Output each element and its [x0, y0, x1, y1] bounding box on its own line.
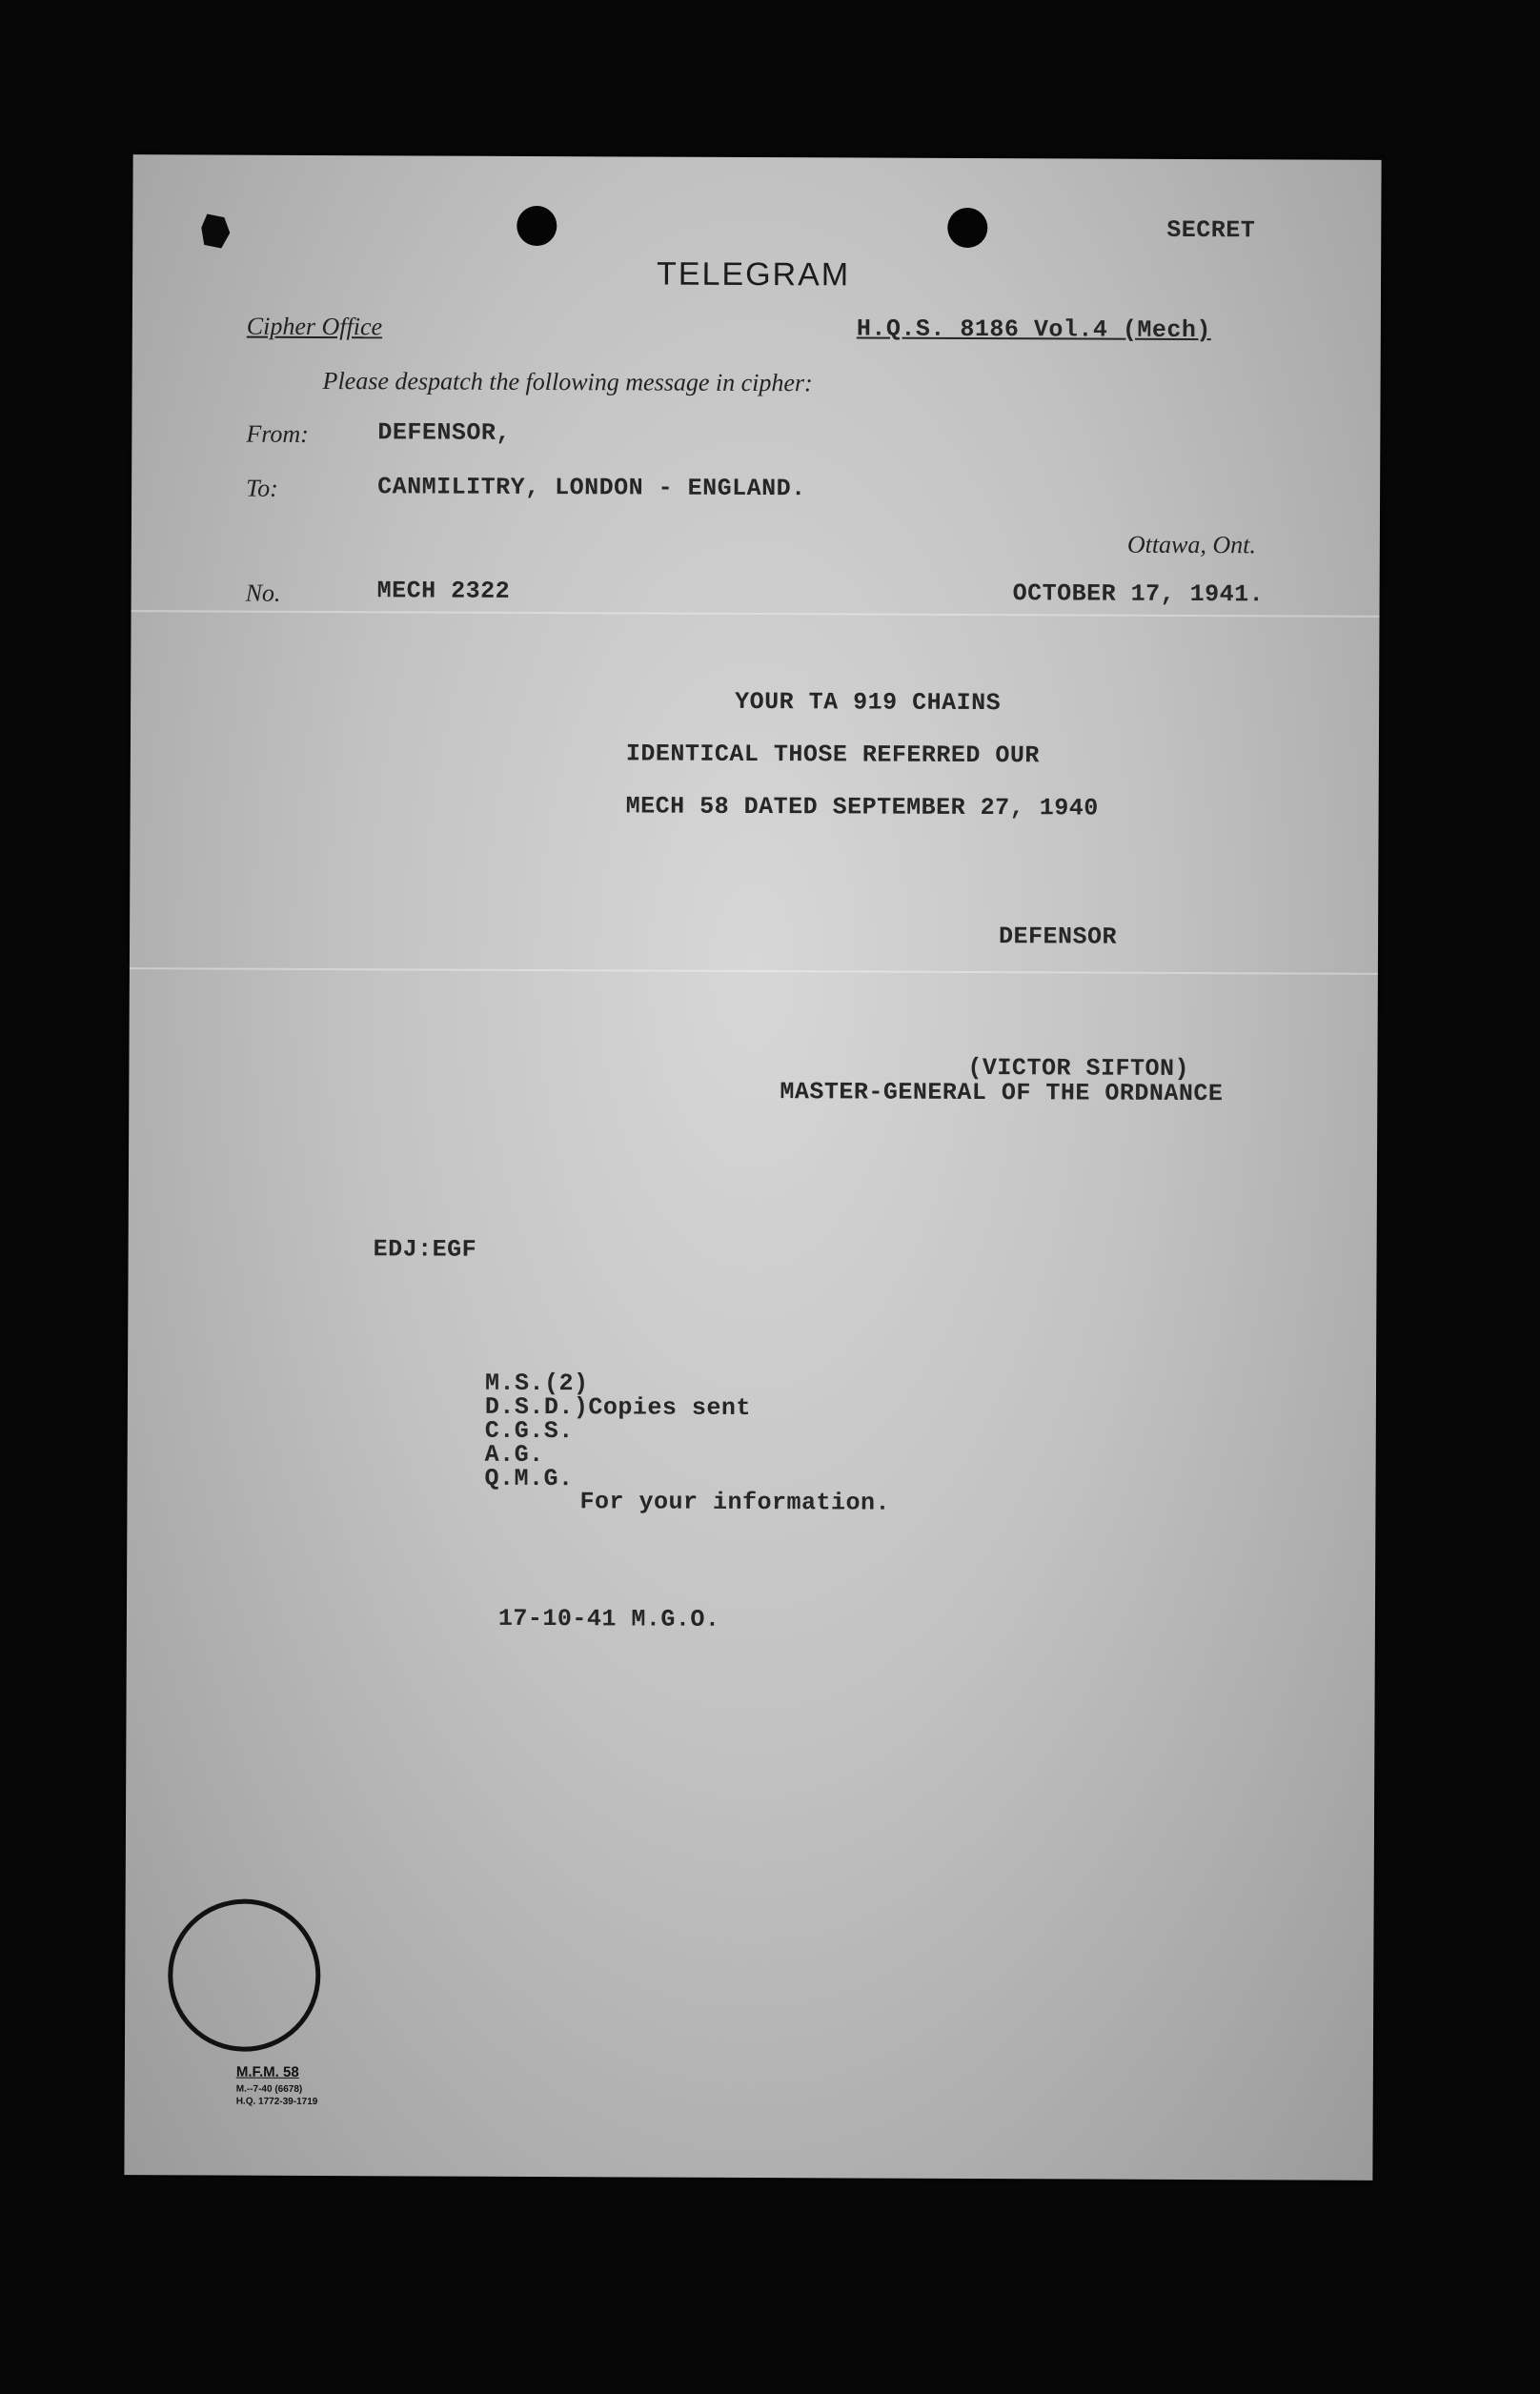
file-reference: H.Q.S. 8186 Vol.4 (Mech)	[856, 314, 1211, 345]
message-number: MECH 2322	[376, 577, 511, 605]
distribution-line-2: D.S.D.)Copies sent	[484, 1392, 752, 1422]
to-value: CANMILITRY, LONDON - ENGLAND.	[377, 473, 806, 503]
signatory-name: (VICTOR SIFTON)	[967, 1053, 1190, 1083]
distribution-line-4: A.G.	[484, 1440, 544, 1470]
number-label: No.	[245, 578, 281, 607]
despatch-instruction: Please despatch the following message in cipher:	[322, 367, 813, 397]
form-number: M.F.M. 58	[235, 2063, 299, 2080]
place-of-origin: Ottawa, Ont.	[1126, 530, 1256, 559]
from-value: DEFENSOR,	[377, 418, 511, 447]
cipher-office-label: Cipher Office	[246, 312, 383, 341]
message-signature: DEFENSOR	[998, 923, 1118, 951]
distribution-line-1: M.S.(2)	[484, 1369, 589, 1398]
telegram-sheet	[124, 154, 1381, 2181]
punch-hole-left	[517, 206, 557, 246]
message-line-1: YOUR TA 919 CHAINS	[735, 687, 1002, 718]
fold-line-middle	[130, 967, 1378, 975]
distribution-line-5: Q.M.G.	[484, 1464, 574, 1493]
classification-mark: SECRET	[1166, 215, 1256, 245]
to-label: To:	[246, 474, 278, 502]
punch-hole-right	[947, 208, 987, 248]
circular-stamp	[168, 1898, 321, 2052]
distribution-note: For your information.	[579, 1488, 891, 1517]
distribution-line-3: C.G.S.	[484, 1416, 574, 1446]
signatory-title: MASTER-GENERAL OF THE ORDNANCE	[780, 1078, 1224, 1108]
from-label: From:	[246, 419, 309, 448]
form-print-line-2: H.Q. 1772-39-1719	[235, 2096, 318, 2108]
message-line-2: IDENTICAL THOSE REFERRED OUR	[625, 740, 1041, 770]
fold-line-top	[132, 610, 1380, 618]
message-line-3: MECH 58 DATED SEPTEMBER 27, 1940	[625, 792, 1099, 822]
document-title: TELEGRAM	[657, 255, 851, 294]
reference-initials: EDJ:EGF	[373, 1235, 477, 1264]
message-date: OCTOBER 17, 1941.	[1012, 579, 1265, 609]
ink-blot	[201, 213, 230, 248]
distribution-date-line: 17-10-41 M.G.O.	[497, 1604, 720, 1633]
form-print-line-1: M.--7-40 (6678)	[235, 2083, 303, 2095]
